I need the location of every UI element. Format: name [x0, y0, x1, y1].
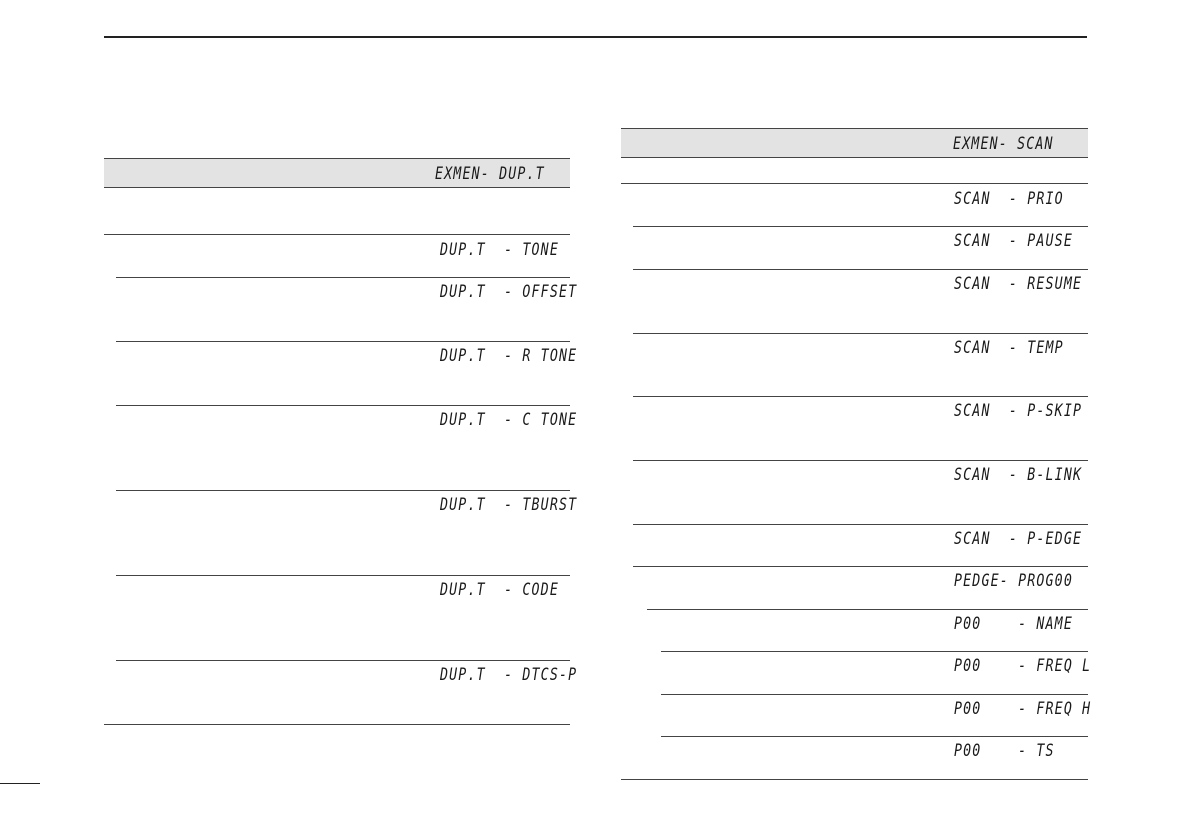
- table-bottom-line: [104, 724, 570, 725]
- row-divider: [633, 524, 1088, 525]
- row-divider: [633, 396, 1088, 397]
- menu-code-scan-prio: SCAN - PRIO: [954, 189, 1064, 209]
- row-divider: [116, 575, 570, 576]
- menu-code-pedge-prog00: PEDGE- PROG00: [954, 571, 1073, 591]
- menu-code-p00-ts: P00 - TS: [954, 741, 1055, 761]
- scan-header-code: EXMEN- SCAN: [953, 134, 1054, 154]
- row-divider: [661, 736, 1088, 737]
- menu-code-dup-code: DUP.T - CODE: [440, 580, 559, 600]
- menu-code-p00-freq-h: P00 - FREQ H: [954, 699, 1092, 719]
- menu-code-dup-offset: DUP.T - OFFSET: [440, 282, 578, 302]
- menu-code-scan-p-skip: SCAN - P-SKIP: [954, 401, 1083, 421]
- row-divider: [104, 234, 570, 235]
- row-divider: [116, 660, 570, 661]
- top-rule: [104, 36, 1087, 38]
- menu-code-scan-b-link: SCAN - B-LINK: [954, 465, 1083, 485]
- row-divider: [633, 333, 1088, 334]
- dup-menu-table: [104, 158, 578, 728]
- row-divider: [621, 183, 1088, 184]
- row-divider: [661, 694, 1088, 695]
- menu-code-dup-tburst: DUP.T - TBURST: [440, 495, 578, 515]
- menu-code-scan-p-edge: SCAN - P-EDGE: [954, 529, 1083, 549]
- scan-menu-table: [621, 128, 1092, 783]
- row-divider: [633, 269, 1088, 270]
- menu-code-scan-temp: SCAN - TEMP: [954, 338, 1064, 358]
- table-bottom-line: [621, 779, 1088, 780]
- row-divider: [661, 651, 1088, 652]
- row-divider: [116, 405, 570, 406]
- row-divider: [633, 226, 1088, 227]
- row-divider: [116, 277, 570, 278]
- menu-code-dup-r-tone: DUP.T - R TONE: [440, 346, 578, 366]
- menu-code-dup-dtcs-p: DUP.T - DTCS-P: [440, 665, 578, 685]
- row-divider: [633, 566, 1088, 567]
- row-divider: [116, 490, 570, 491]
- row-divider: [116, 341, 570, 342]
- row-divider: [647, 609, 1088, 610]
- menu-code-scan-pause: SCAN - PAUSE: [954, 231, 1073, 251]
- menu-code-p00-name: P00 - NAME: [954, 614, 1073, 634]
- menu-code-p00-freq-l: P00 - FREQ L: [954, 656, 1092, 676]
- dup-header-code: EXMEN- DUP.T: [435, 164, 545, 184]
- row-divider: [633, 460, 1088, 461]
- menu-code-scan-resume: SCAN - RESUME: [954, 274, 1083, 294]
- page-corner-mark: [0, 783, 40, 784]
- menu-code-dup-c-tone: DUP.T - C TONE: [440, 410, 578, 430]
- menu-code-dup-tone: DUP.T - TONE: [440, 240, 559, 260]
